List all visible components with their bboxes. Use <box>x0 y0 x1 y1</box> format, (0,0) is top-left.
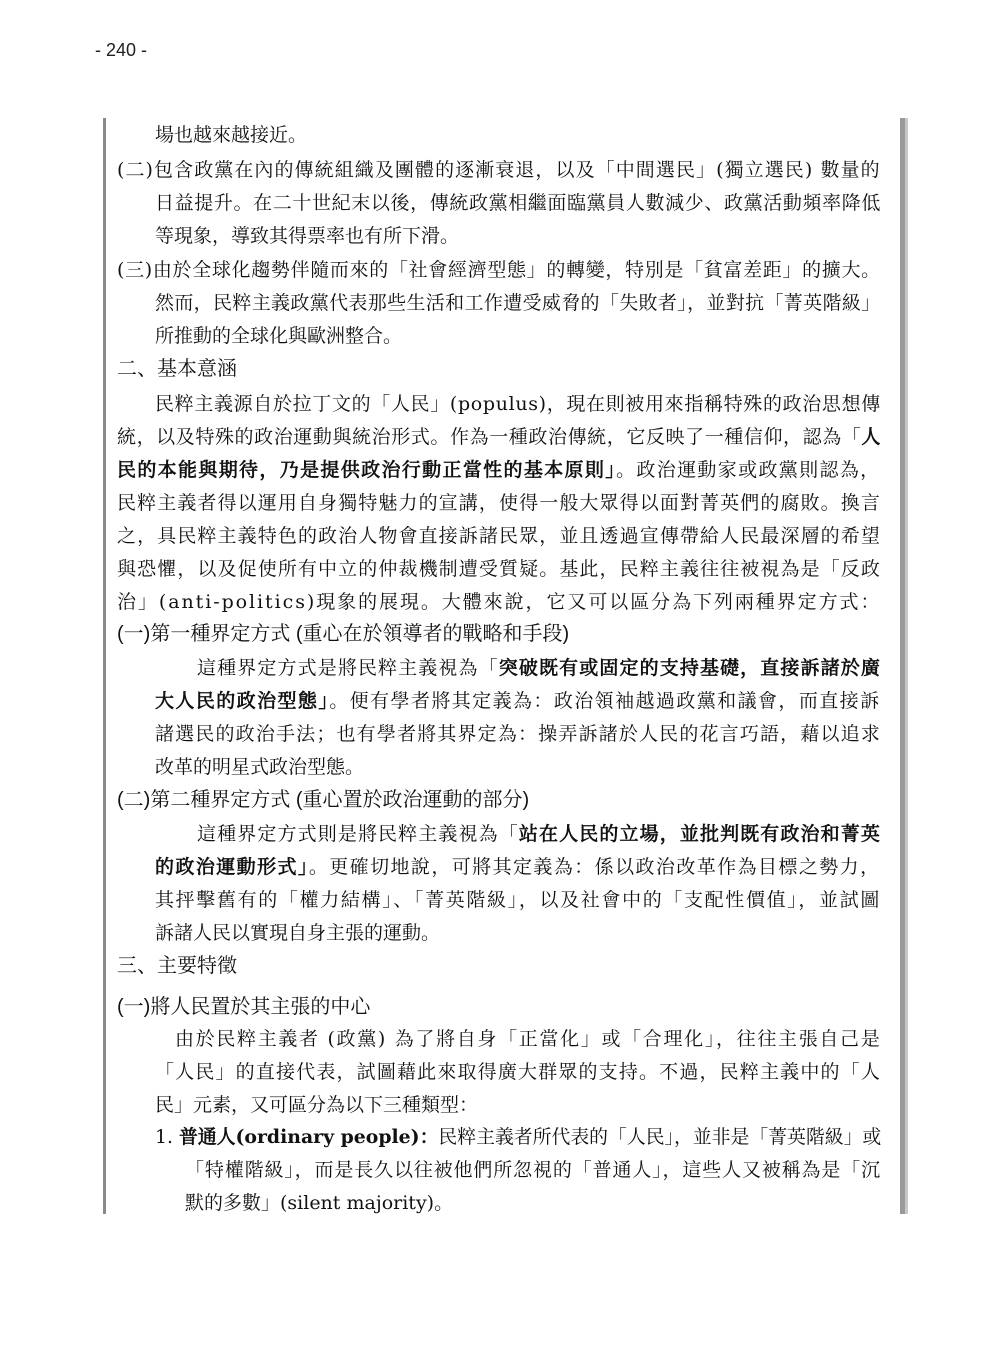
text-line <box>185 1191 453 1215</box>
text-line <box>155 324 402 348</box>
text-span: 這種界定方式則是將民粹主義視為「 <box>197 823 519 845</box>
text-line <box>197 656 881 680</box>
text-span: 「人民」的直接代表，試圖藉此來取得廣大群眾的支持。不過，民粹主義中的「人 <box>155 1061 882 1083</box>
section-heading <box>117 954 237 978</box>
text-line <box>155 855 881 879</box>
text-line <box>155 191 881 215</box>
text-span: 所推動的全球化與歐洲整合。 <box>155 325 403 347</box>
text-span: 改革的明星式政治型態。 <box>155 756 365 778</box>
text-line <box>155 888 881 912</box>
text-span: 治」(anti-politics)現象的展現。大體來說，它又可以區分為下列兩種界定方式： <box>117 591 882 613</box>
text-line <box>185 1158 881 1182</box>
text-span: 日益提升。在二十世紀末以後，傳統政黨相繼面臨黨員人數減少、政黨活動頻率降低 <box>155 192 882 214</box>
text-line <box>117 524 881 548</box>
text-line <box>155 392 881 416</box>
text-line <box>117 557 881 581</box>
text-line <box>155 921 440 945</box>
text-span: 默的多數」(silent majority)。 <box>185 1192 454 1214</box>
text-line <box>117 458 881 482</box>
text-span: 場也越來越接近。 <box>155 124 308 146</box>
text-line <box>175 1027 881 1051</box>
text-span: 三、主要特徵 <box>117 955 237 977</box>
text-span: 其抨擊舊有的「權力結構」、「菁英階級」，以及社會中的「支配性價值」，並試圖 <box>155 889 882 911</box>
text-line <box>117 425 881 449</box>
text-line <box>155 291 881 315</box>
text-line <box>117 590 881 614</box>
text-span: (一)將人民置於其主張的中心 <box>117 996 371 1018</box>
bold-text: 普通人(ordinary people)： <box>178 1126 439 1148</box>
text-span: 民粹主義源自於拉丁文的「人民」(populus)，現在則被用來指稱特殊的政治思想傳 <box>155 393 881 415</box>
text-span: (三)由於全球化趨勢伴隨而來的「社會經濟型態」的轉變，特別是「貧富差距」的擴大。 <box>117 259 881 281</box>
text-line <box>155 123 307 147</box>
text-line <box>155 1093 478 1117</box>
text-span: (一)第一種界定方式 (重心在於領導者的戰略和手段) <box>117 623 570 645</box>
text-line <box>197 822 881 846</box>
bold-text: 大人民的政治型態」 <box>155 690 330 712</box>
text-span: 之，具民粹主義特色的政治人物會直接訴諸民眾，並且透過宣傳帶給人民最深層的希望 <box>117 525 882 547</box>
text-span: 民粹主義者得以運用自身獨特魅力的宣講，使得一般大眾得以面對菁英們的腐敗。換言 <box>117 492 882 514</box>
text-span: 二、基本意涵 <box>117 358 237 380</box>
text-line <box>155 224 459 248</box>
text-span: 。政治運動家或政黨則認為， <box>616 459 881 481</box>
section-heading <box>117 788 529 812</box>
text-line <box>155 689 881 713</box>
text-line <box>117 158 881 182</box>
text-span: 民粹主義者所代表的「人民」，並非是「菁英階級」或 <box>438 1126 882 1148</box>
bold-text: 站在人民的立場，並批判既有政治和菁英 <box>518 823 882 845</box>
section-heading <box>117 622 569 646</box>
text-line <box>155 1125 881 1149</box>
text-span: 。更確切地說，可將其定義為：係以政治改革作為目標之勢力， <box>308 856 881 878</box>
text-line <box>155 722 881 746</box>
text-span: 等現象，導致其得票率也有所下滑。 <box>155 225 460 247</box>
text-span: 訴諸人民以實現自身主張的運動。 <box>155 922 441 944</box>
bold-text: 的政治運動形式」 <box>155 856 309 878</box>
text-span: 。便有學者將其定義為：政治領袖越過政黨和議會，而直接訴 <box>329 690 881 712</box>
text-line <box>155 755 364 779</box>
section-heading <box>117 995 370 1019</box>
text-line <box>117 258 881 282</box>
page-number: - 240 - <box>95 40 148 60</box>
section-heading <box>117 357 237 381</box>
text-span: 諸選民的政治手法；也有學者將其界定為：操弄訴諸於人民的花言巧語，藉以追求 <box>155 723 882 745</box>
text-span: 「特權階級」，而是長久以往被他們所忽視的「普通人」，這些人又被稱為是「沉 <box>185 1159 882 1181</box>
bold-text: 人 <box>861 426 882 448</box>
text-span: (二)第二種界定方式 (重心置於政治運動的部分) <box>117 789 530 811</box>
text-span: 民」元素，又可區分為以下三種類型： <box>155 1094 479 1116</box>
bold-text: 民的本能與期待，乃是提供政治行動正當性的基本原則」 <box>117 459 617 481</box>
text-span: 統，以及特殊的政治運動與統治形式。作為一種政治傳統，它反映了一種信仰，認為「 <box>117 426 862 448</box>
text-span: 與恐懼，以及促使所有中立的仲裁機制遭受質疑。基此，民粹主義往往被視為是「反政 <box>117 558 882 580</box>
text-line <box>117 491 881 515</box>
text-span: 由於民粹主義者 (政黨) 為了將自身「正當化」或「合理化」，往往主張自己是 <box>175 1028 882 1050</box>
text-span: 1. <box>155 1126 179 1148</box>
text-span: 然而，民粹主義政黨代表那些生活和工作遭受威脅的「失敗者」，並對抗「菁英階級」 <box>155 292 881 314</box>
text-line <box>155 1060 881 1084</box>
text-span: 這種界定方式是將民粹主義視為「 <box>197 657 499 679</box>
bold-text: 突破既有或固定的支持基礎，直接訴諸於廣 <box>498 657 882 679</box>
text-span: (二)包含政黨在內的傳統組織及團體的逐漸衰退，以及「中間選民」(獨立選民) 數量的 <box>117 159 881 181</box>
